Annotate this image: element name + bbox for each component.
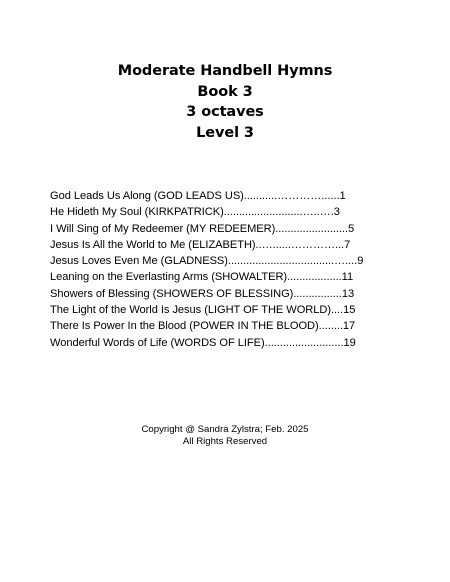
toc-entry: Wonderful Words of Life (WORDS OF LIFE)..........................19 [50, 336, 356, 349]
toc-entry: I Will Sing of My Redeemer (MY REDEEMER)........................5 [50, 222, 355, 235]
octave-range: 3 octaves [186, 104, 264, 120]
toc-entry: Showers of Blessing (SHOWERS OF BLESSING)................13 [50, 287, 355, 300]
difficulty-level: Level 3 [196, 124, 254, 141]
title-block [0, 61, 450, 143]
toc-entry: He Hideth My Soul (KIRKPATRICK)..........................…..….3 [50, 206, 340, 219]
toc-entry: Leaning on the Everlasting Arms (SHOWALTER)..................11 [50, 271, 354, 284]
toc-entry: The Light of the World Is Jesus (LIGHT OF THE WORLD)....15 [50, 304, 356, 317]
toc-entry: Jesus Loves Even Me (GLADNESS)...................................…....9 [50, 255, 364, 268]
toc-entry: There Is Power In the Blood (POWER IN THE BLOOD)........17 [50, 320, 356, 333]
toc-entry: Jesus Is All the World to Me (ELIZABETH)..…......…………...7 [50, 238, 351, 251]
book-title: Moderate Handbell Hymns [117, 63, 333, 79]
copyright-block [0, 424, 450, 448]
rights-reserved: All Rights Reserved [182, 435, 268, 447]
copyright-notice: Copyright @ Sandra Zylstra; Feb. 2025 [141, 424, 309, 435]
book-number: Book 3 [197, 83, 253, 100]
table-of-contents [50, 188, 404, 351]
toc-entry: God Leads Us Along (GOD LEADS US)...........…………......1 [50, 190, 346, 202]
